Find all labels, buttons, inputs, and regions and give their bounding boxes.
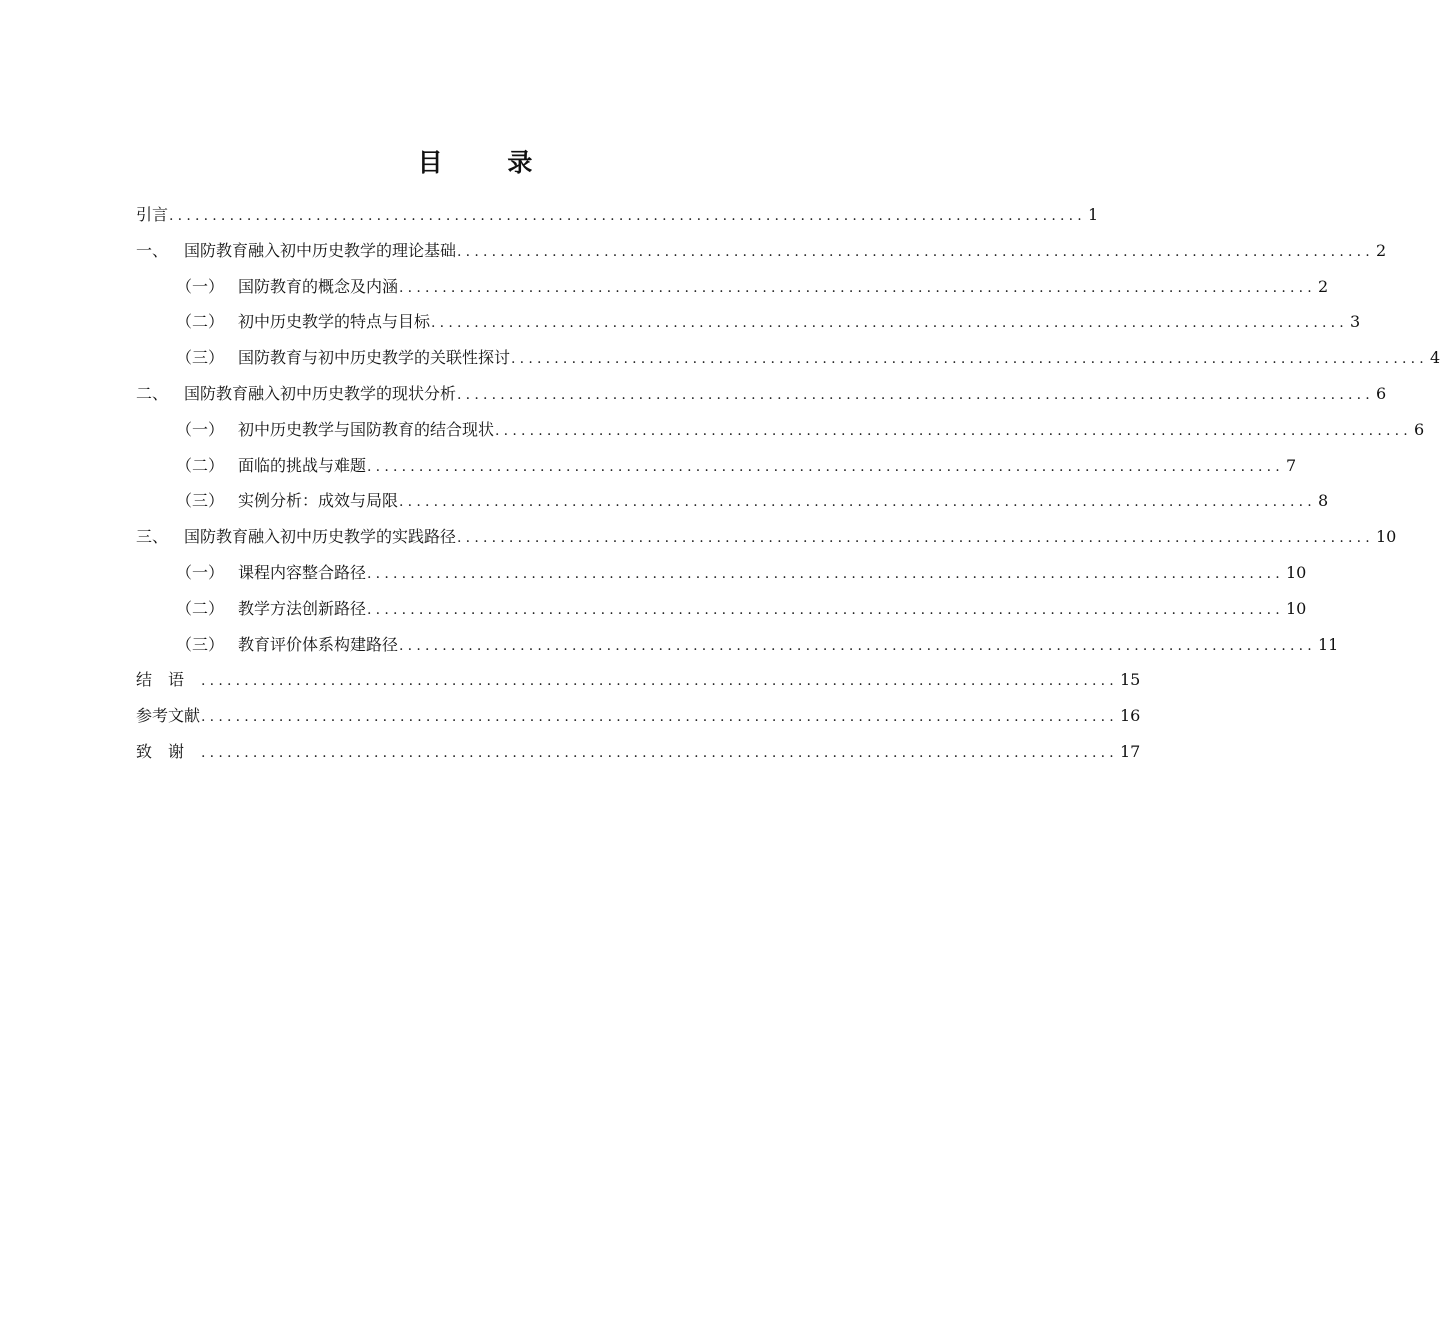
toc-page-number: 2 [1317, 276, 1329, 296]
toc-dot-leader: .......................................................................................................... [511, 351, 1428, 368]
toc-entry-label: 教学方法创新路径 [238, 598, 367, 618]
toc-entry-label: 课程内容整合路径 [238, 562, 367, 582]
toc-entry-section-1-2[interactable] [136, 304, 1361, 340]
toc-title: 目 录 [417, 148, 561, 177]
toc-page-number: 8 [1317, 491, 1329, 511]
toc-page-number: 17 [1119, 741, 1141, 761]
toc-entry-section-2-1[interactable] [136, 412, 1425, 448]
toc-entry-number: （一） [176, 276, 225, 296]
toc-entry-label: 国防教育融入初中历史教学的现状分析 [184, 383, 457, 403]
toc-entry-number: （三） [176, 348, 225, 368]
toc-entry-label: 教育评价体系构建路径 [238, 634, 399, 654]
toc-dot-leader: .......................................................................................................... [495, 422, 1412, 439]
toc-page-number: 4 [1429, 348, 1440, 368]
toc-entry-section-1-1[interactable] [136, 269, 1329, 305]
toc-entry-intro[interactable] [136, 197, 1099, 233]
toc-dot-leader: .......................................................................................................... [431, 315, 1348, 332]
toc-dot-leader: .......................................................................................................... [457, 530, 1374, 547]
toc-entry-label: 实例分析：成效与局限 [238, 491, 399, 511]
toc-dot-leader: .......................................................................................................... [201, 673, 1118, 690]
toc-dot-leader: .......................................................................................................... [399, 637, 1316, 654]
toc-entry-number: （二） [176, 312, 225, 332]
toc-dot-leader: .......................................................................................................... [367, 458, 1284, 475]
table-of-contents [136, 197, 1440, 770]
toc-page-number: 7 [1285, 455, 1297, 475]
toc-entry-label: 参考文献 [136, 706, 201, 726]
toc-page-number: 16 [1119, 706, 1141, 726]
toc-dot-leader: .......................................................................................................... [367, 601, 1284, 618]
toc-page-number: 2 [1375, 240, 1387, 260]
toc-page-number: 6 [1413, 419, 1425, 439]
toc-page-number: 1 [1087, 205, 1099, 224]
toc-entry-references[interactable] [136, 698, 1141, 734]
toc-entry-number: （一） [176, 562, 225, 582]
toc-entry-section-3-1[interactable] [136, 555, 1307, 591]
toc-entry-label: 初中历史教学的特点与目标 [238, 312, 431, 332]
toc-page-number: 3 [1349, 312, 1361, 332]
toc-entry-acknowledgements[interactable] [136, 734, 1141, 770]
toc-page-number: 10 [1375, 527, 1397, 547]
toc-entry-section-1[interactable] [136, 233, 1387, 269]
toc-entry-number: 三、 [136, 527, 169, 547]
toc-page-number: 6 [1375, 383, 1387, 403]
toc-entry-section-3[interactable] [136, 519, 1397, 555]
toc-entry-number: （三） [176, 491, 225, 511]
toc-page-number: 10 [1285, 598, 1307, 618]
toc-entry-section-2[interactable] [136, 376, 1387, 412]
toc-entry-section-2-3[interactable] [136, 483, 1329, 519]
toc-dot-leader: .......................................................................................................... [399, 494, 1316, 511]
toc-page-number: 11 [1317, 634, 1339, 654]
toc-entry-section-3-2[interactable] [136, 591, 1307, 627]
toc-entry-number: 一、 [136, 240, 169, 260]
toc-entry-number: （一） [176, 419, 225, 439]
toc-entry-label: 初中历史教学与国防教育的结合现状 [238, 419, 495, 439]
toc-entry-section-3-3[interactable] [136, 627, 1339, 663]
toc-entry-label: 国防教育的概念及内涵 [238, 276, 399, 296]
toc-dot-leader: .......................................................................................................... [457, 243, 1374, 260]
toc-dot-leader: .......................................................................................................... [201, 709, 1118, 726]
toc-entry-label: 国防教育与初中历史教学的关联性探讨 [238, 348, 511, 368]
toc-entry-number: （三） [176, 634, 225, 654]
toc-dot-leader: .......................................................................................................... [457, 386, 1374, 403]
toc-entry-label: 国防教育融入初中历史教学的理论基础 [184, 240, 457, 260]
toc-entry-label: 致谢 [136, 741, 201, 761]
toc-dot-leader: .......................................................................................................... [399, 279, 1316, 296]
toc-entry-label: 引言 [136, 205, 169, 224]
toc-entry-conclusion[interactable] [136, 662, 1141, 698]
toc-entry-label: 国防教育融入初中历史教学的实践路径 [184, 527, 457, 547]
toc-page-number: 15 [1119, 670, 1141, 690]
toc-entry-number: （二） [176, 598, 225, 618]
toc-entry-number: 二、 [136, 383, 169, 403]
toc-dot-leader: .......................................................................................................... [169, 208, 1086, 224]
toc-entry-number: （二） [176, 455, 225, 475]
toc-entry-section-1-3[interactable] [136, 340, 1440, 376]
toc-dot-leader: .......................................................................................................... [201, 744, 1118, 761]
toc-entry-label: 面临的挑战与难题 [238, 455, 367, 475]
toc-entry-label: 结语 [136, 670, 201, 690]
toc-dot-leader: .......................................................................................................... [367, 565, 1284, 582]
toc-page-number: 10 [1285, 562, 1307, 582]
toc-entry-section-2-2[interactable] [136, 448, 1297, 484]
